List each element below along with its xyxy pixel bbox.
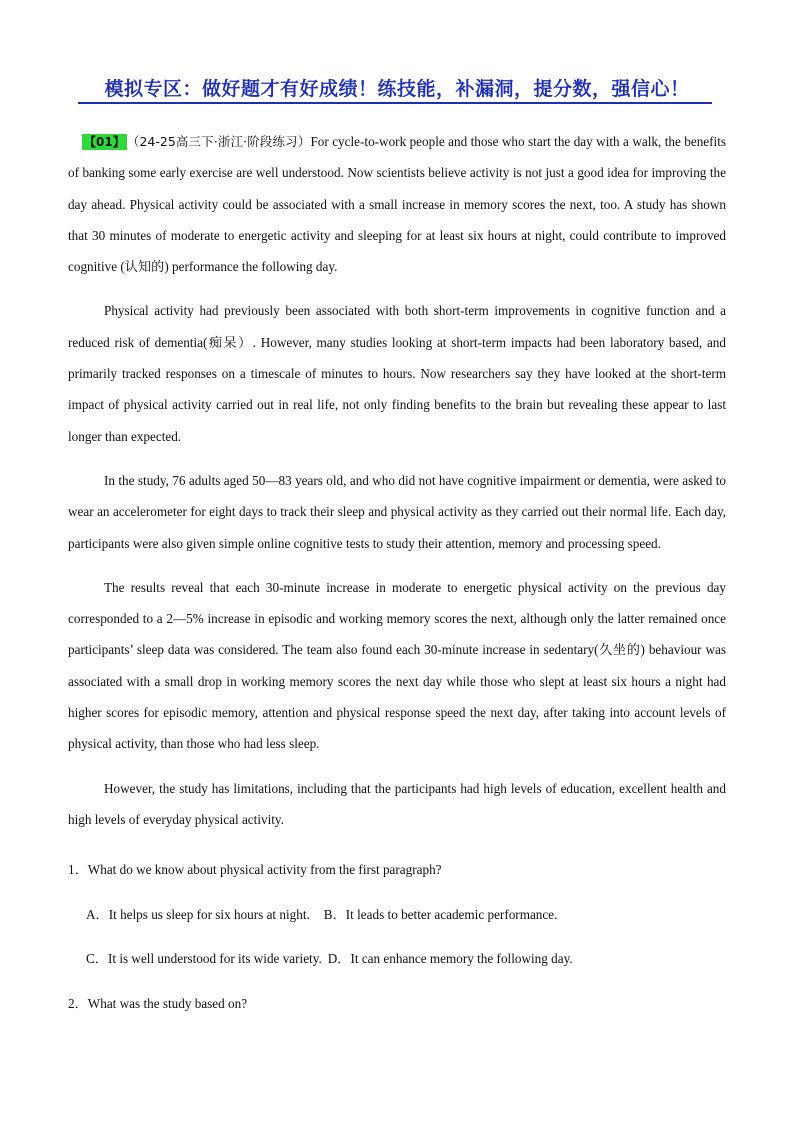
paragraph-text: Physical activity had previously been associated with both short-term improvements in cognitive function and a reduced risk of dementia(痴呆）. However, many studies looking at short-term impacts had been laboratory based, and primarily tracked responses on a timescale of minutes to hours. Now researchers say they have looked at the short-term impact of physical activity carried out in real life, not only finding benefits to the brain but revealing these appear to last longer than expected. <box>68 303 726 444</box>
question-1-options-row-2 <box>68 937 726 982</box>
banner-underline <box>78 102 712 104</box>
paragraph-text: For cycle-to-work people and those who start the day with a walk, the benefits of banking some early exercise are well understood. Now scientists believe activity is not just a good idea for improving the day ahead. Physical activity could be associated with a small increase in memory scores the next, too. A study has shown that 30 minutes of moderate to energetic activity and sleeping for at least six hours at night, could contribute to improved cognitive (认知的) performance the following day. <box>68 134 726 275</box>
question-tag-badge: 【01】 <box>84 135 125 149</box>
option-a: A．It helps us sleep for six hours at night. <box>86 906 310 922</box>
question-2-stem: 2．What was the study based on? <box>68 995 248 1011</box>
question-1-options-row-1 <box>68 893 726 938</box>
question-1-stem: 1．What do we know about physical activity from the first paragraph? <box>68 862 442 878</box>
passage-paragraph-1 <box>68 126 726 282</box>
paragraph-text: However, the study has limitations, including that the participants had high levels of education, excellent health and high levels of everyday physical activity. <box>68 780 726 827</box>
option-b: B．It leads to better academic performance. <box>323 906 558 922</box>
passage-paragraph-3 <box>68 465 726 559</box>
passage-paragraph-4 <box>68 572 726 760</box>
paragraph-text: The results reveal that each 30-minute increase in moderate to energetic physical activity on the previous day corresponded to a 2—5% increase in episodic and working memory scores the next, although only the latter remained once participants’ sleep data was considered. The team also found each 30-minute increase in sedentary(久坐的) behaviour was associated with a small drop in working memory scores the next day while those who slept at least six hours a night had higher scores for episodic memory, attention and physical response speed the next day, after taking into account levels of physical activity, than those who had less sleep. <box>68 579 726 752</box>
passage-paragraph-2 <box>68 295 726 451</box>
option-d: D．It can enhance memory the following day. <box>327 951 573 967</box>
page-banner <box>0 74 794 101</box>
paragraph-text: In the study, 76 adults aged 50—83 years old, and who did not have cognitive impairment or dementia, were asked to wear an accelerometer for eight days to track their sleep and physical activity as they carried out their normal life. Each day, participants were also given simple online cognitive tests to study their attention, memory and processing speed. <box>68 472 726 551</box>
passage-content <box>68 126 726 1026</box>
option-c: C．It is well understood for its wide variety. <box>86 951 322 967</box>
banner-text: 模拟专区：做好题才有好成绩！练技能，补漏洞，提分数，强信心！ <box>104 78 690 100</box>
passage-paragraph-5 <box>68 773 726 836</box>
passage-source: （24-25高三下·浙江·阶段练习） <box>126 134 311 149</box>
